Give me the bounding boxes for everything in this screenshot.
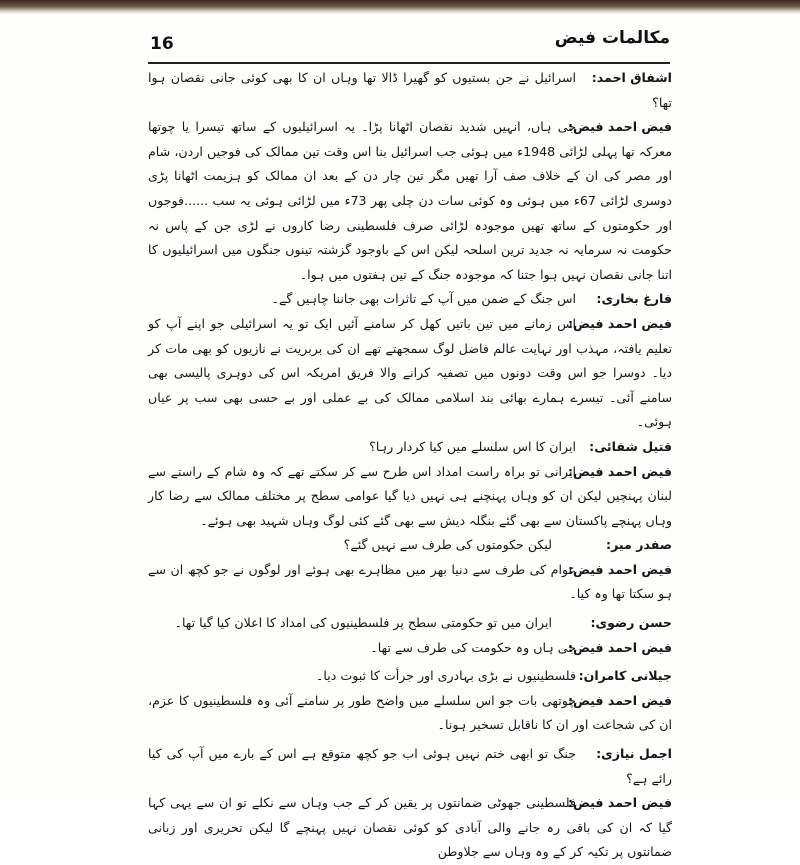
- speech-text: جی ہاں، انہیں شدید نقصان اٹھانا پڑا۔ یہ اسرائیلیوں کے ساتھ تیسرا یا چوتھا معرکہ تھا پہلی لڑائی 1948ء میں ہوئی جب اسرائیل بنا اس وقت تین ممالک کی فوجیں اردن، شام اور مصر کی ان کے خلاف صف آرا تھیں مگر تین چار دن کے بعد ان ممالک کو ہزیمت اٹھانا پڑی دوسری لڑائی 67ء میں ہوئی وہ کوئی سات دن چلی پھر 73ء میں لڑائی ہوئی یہ سب ......فوجوں اور حکومتوں کے ساتھ تھیں موجودہ لڑائی صرف فلسطینی رضا کاروں نے لڑی جن کے پاس نہ حکومت نہ سرمایہ نہ جدید ترین اسلحہ لیکن اس کے باوجود گزشتہ تینوں جنگوں میں اسرائیلیوں کا اتنا جانی نقصان نہیں ہوا جتنا کہ موجودہ جنگ کے تین ہفتوں میں ہوا۔: [148, 119, 673, 282]
- speaker-name: فیض احمد فیض:: [567, 692, 672, 708]
- speaker-name: اجمل نیازی:: [596, 746, 672, 762]
- speech-text: عوام کی طرف سے دنیا بھر میں مظاہرے بھی ہوئے اور لوگوں نے جو کچھ ان سے ہو سکتا تھا وہ کیا۔: [148, 561, 672, 602]
- speaker-name: فیض احمد فیض:: [567, 463, 672, 479]
- speech-text: فلسطینیوں نے بڑی بہادری اور جرأت کا ثبوت دیا۔: [316, 668, 576, 684]
- speech-text: اس جنگ کے ضمن میں آپ کے تاثرات بھی جاننا چاہیں گے۔: [271, 291, 576, 307]
- speech-text: جنگ تو ابھی ختم نہیں ہوئی اب جو کچھ متوقع ہے اس کے بارے میں آپ کی کیا رائے ہے؟: [148, 746, 672, 786]
- running-title: مکالمات فیض: [554, 28, 670, 48]
- dialogue-entry: [148, 611, 672, 636]
- dialogue-entry: [148, 664, 672, 689]
- speaker-name: فیض احمد فیض:: [567, 795, 672, 811]
- dialogue-entry: [148, 287, 672, 312]
- speaker-name: فیض احمد فیض:: [567, 119, 672, 135]
- speaker-name: اشفاق احمد:: [591, 70, 672, 85]
- speaker-name: جیلانی کامران:: [578, 668, 672, 684]
- speaker-name: صفدر میر:: [606, 537, 672, 553]
- speech-text: اس زمانے میں تین باتیں کھل کر سامنے آئیں ایک تو یہ اسرائیلی جو اپنے آپ کو تعلیم یافتہ، مہذب اور نہایت عالم فاضل لوگ سمجھتے تھے ان کی بربریت نے نازیوں کو بھی مات کر دیا۔ دوسرا جو اس وقت دونوں میں تصفیہ کرانے والا فریق امریکہ اس کی دوہری پالیسی بھی سامنے آئی۔ تیسرے ہمارے بھائی بند اسلامی ممالک کی بے عملی اور بے حسی بھی سب پر عیاں ہوئی۔: [148, 315, 672, 430]
- speaker-name: حسن رضوی:: [590, 615, 672, 631]
- dialogue-entry: [148, 558, 672, 607]
- speaker-name: فارغ بخاری:: [596, 291, 672, 307]
- dialogue-entry: [148, 460, 672, 534]
- speaker-name: فیض احمد فیض:: [567, 315, 672, 331]
- dialogue-entry: [148, 791, 672, 865]
- page-top-edge-shadow: [0, 0, 800, 14]
- speech-text: جی ہاں وہ حکومت کی طرف سے تھا۔: [370, 639, 576, 655]
- dialogue-entry: [148, 312, 672, 435]
- speech-text: فلسطینی جھوٹی ضمانتوں پر یقین کر کے جب وہاں سے نکلے تو ان سے یہی کہا گیا کہ ان کی باقی رہ جانے والی آبادی کو کوئی نقصان نہیں پہنچے گا لیکن تحریری اور زبانی ضمانتوں پر تکیہ کر کے وہ وہاں سے جلاوطن: [148, 795, 672, 860]
- page-number: 16: [150, 34, 174, 54]
- speech-text: چوتھی بات جو اس سلسلے میں واضح طور پر سامنے آئی وہ فلسطینیوں کا عزم، ان کی شجاعت اور ان کا ناقابل تسخیر ہونا۔: [148, 692, 672, 733]
- dialogue-entry: [148, 689, 672, 738]
- dialogue-content: [148, 66, 673, 860]
- dialogue-entry: [148, 533, 672, 558]
- dialogue-entry: [148, 66, 672, 115]
- dialogue-entry: [148, 435, 672, 460]
- header-rule: [148, 62, 670, 64]
- dialogue-entry: [148, 742, 672, 791]
- speech-text: اسرائیل نے جن بستیوں کو گھیرا ڈالا تھا وہاں ان کا بھی کوئی جانی نقصان ہوا تھا؟: [148, 70, 672, 110]
- speech-text: ایران کا اس سلسلے میں کیا کردار رہا؟: [369, 438, 576, 454]
- speech-text: ایران میں تو حکومتی سطح پر فلسطینیوں کی امداد کا اعلان کیا گیا تھا۔: [174, 615, 552, 631]
- speaker-name: قتیل شفائی:: [589, 438, 672, 454]
- dialogue-entry: [148, 636, 672, 661]
- speaker-name: فیض احمد فیض:: [567, 561, 672, 577]
- speech-text: لیکن حکومتوں کی طرف سے نہیں گئے؟: [343, 537, 552, 553]
- speaker-name: فیض احمد فیض:: [567, 639, 672, 655]
- dialogue-entry: [148, 115, 672, 287]
- page-header: [150, 26, 670, 62]
- speech-text: ایرانی تو براہ راست امداد اس طرح سے کر سکتے تھے کہ وہ شام کے راستے سے لبنان پہنچیں لیکن ان کو وہاں پہنچنے ہی نہیں دیا گیا عوامی سطح پر مختلف ممالک سے رضا کار وہاں پہنچے پاکستان سے بھی گئے بنگلہ دیش سے بھی گئے کئی لوگ وہاں شہید بھی ہوئے۔: [148, 463, 672, 528]
